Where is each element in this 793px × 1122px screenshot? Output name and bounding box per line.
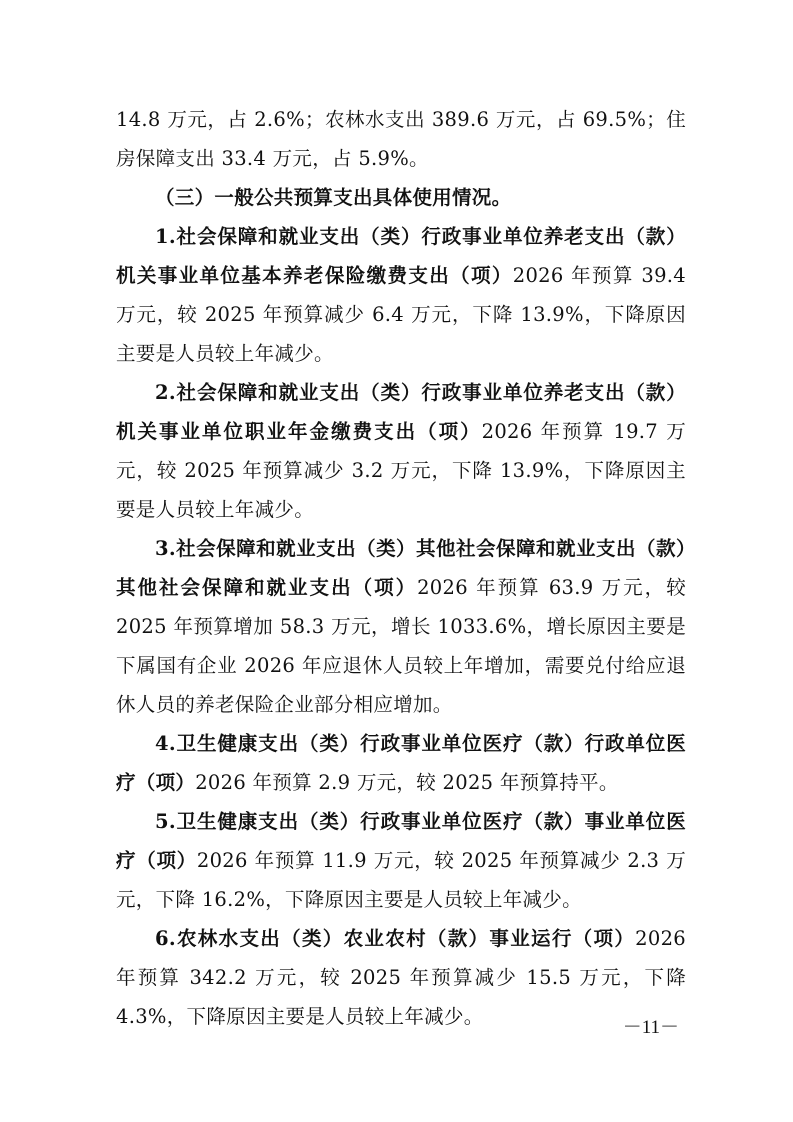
item-text: 2026 年预算 39.4 万元，较 2025 年预算减少 6.4 万元，下降 13.9%，下降原因主要是人员较上年减少。 (116, 264, 686, 365)
item-paragraph (116, 802, 686, 919)
item-text: 2026 年预算 342.2 万元，较 2025 年预算减少 15.5 万元，下降 4.3%，下降原因主要是人员较上年减少。 (116, 927, 686, 1028)
item-paragraph (116, 373, 686, 529)
item-text: 2026 年预算 11.9 万元，较 2025 年预算减少 2.3 万元，下降 16.2%，下降原因主要是人员较上年减少。 (116, 849, 686, 911)
item-title: 2.社会保障和就业支出（类）行政事业单位养老支出（款）机关事业单位职业年金缴费支出（项） (116, 381, 686, 443)
item-title: 6.农林水支出（类）农业农村（款）事业运行（项） (155, 927, 636, 950)
section-heading (116, 178, 686, 217)
paragraph-text: 14.8 万元，占 2.6%；农林水支出 389.6 万元，占 69.5%；住房保障支出 33.4 万元，占 5.9%。 (116, 108, 686, 170)
item-text: 2026 年预算 19.7 万元，较 2025 年预算减少 3.2 万元，下降 13.9%，下降原因主要是人员较上年减少。 (116, 420, 687, 521)
item-paragraph (116, 529, 686, 724)
paragraph-continuation (116, 100, 686, 178)
body-text (116, 100, 686, 1036)
item-text: 2026 年预算 63.9 万元，较 2025 年预算增加 58.3 万元，增长 1033.6%，增长原因主要是下属国有企业 2026 年应退休人员较上年增加，需要兑付给应退休人员的养老保险企业部分相应增加。 (116, 576, 686, 716)
page-number: －11－ (622, 1017, 679, 1038)
item-paragraph (116, 724, 686, 802)
item-text: 2026 年预算 2.9 万元，较 2025 年预算持平。 (195, 771, 619, 794)
item-title: 1.社会保障和就业支出（类）行政事业单位养老支出（款）机关事业单位基本养老保险缴费支出（项） (116, 225, 686, 287)
item-paragraph (116, 217, 686, 373)
item-title: 5.卫生健康支出（类）行政事业单位医疗（款）事业单位医疗（项） (116, 810, 686, 872)
item-paragraph (116, 919, 686, 1036)
section-heading-text: （三）一般公共预算支出具体使用情况。 (155, 186, 512, 209)
item-title: 3.社会保障和就业支出（类）其他社会保障和就业支出（款）其他社会保障和就业支出（项） (116, 537, 686, 599)
item-title: 4.卫生健康支出（类）行政事业单位医疗（款）行政单位医疗（项） (116, 732, 686, 794)
